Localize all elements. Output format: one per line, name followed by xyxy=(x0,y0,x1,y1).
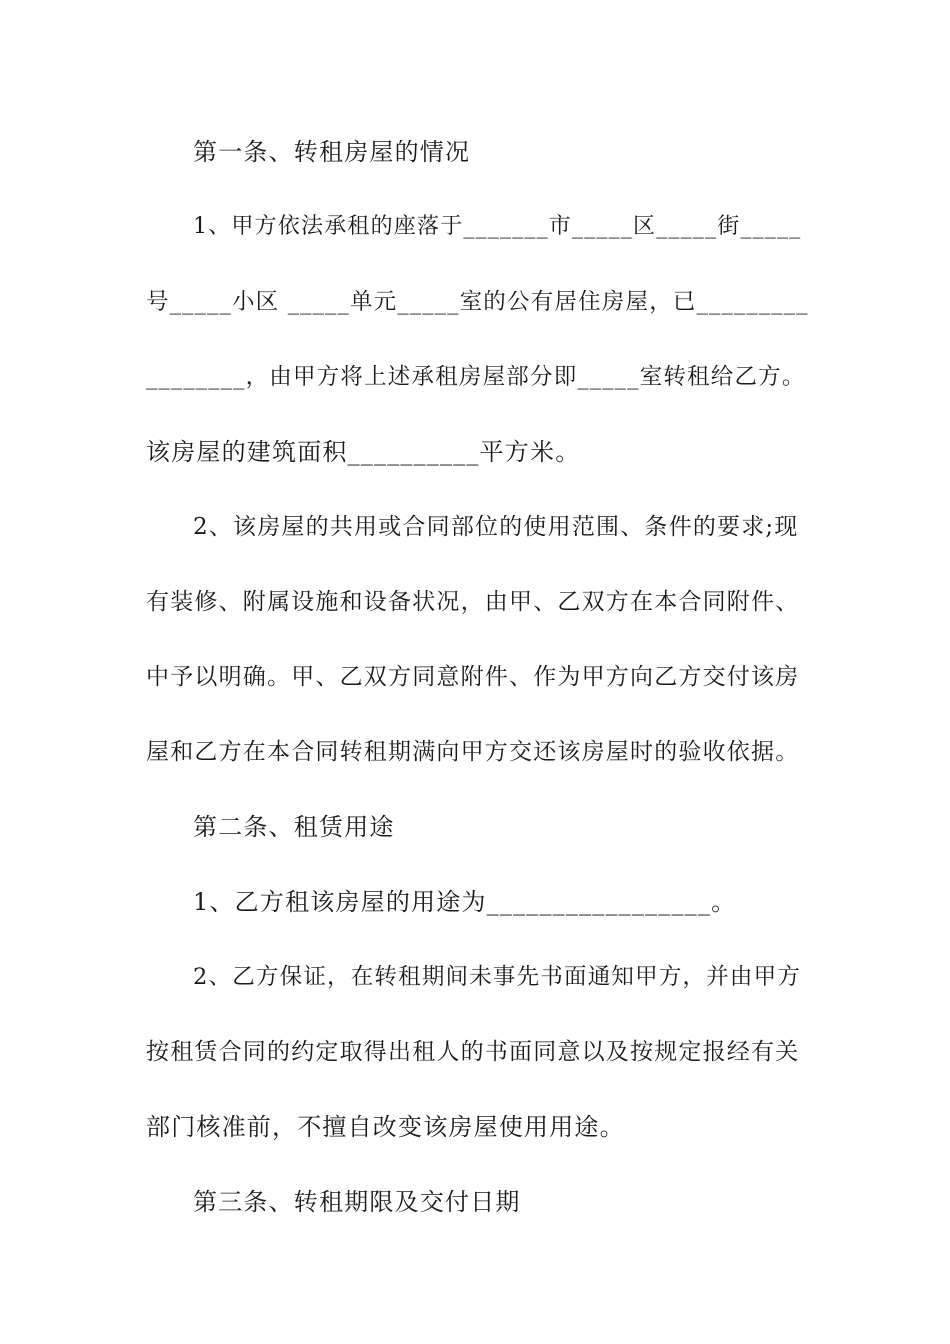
article-1-heading: 第一条、转租房屋的情况 xyxy=(193,138,471,166)
paragraph-line: 号_____小区 _____单元_____室的公有居住房屋，已_________ xyxy=(146,289,809,315)
paragraph-line: 中予以明确。甲、乙双方同意附件、作为甲方向乙方交付该房 xyxy=(146,664,800,690)
paragraph-line: 2、乙方保证，在转租期间未事先书面通知甲方，并由甲方 xyxy=(193,964,802,990)
paragraph-line: 1、乙方租该房屋的用途为_________________。 xyxy=(193,888,737,916)
paragraph-line: 该房屋的建筑面积__________平方米。 xyxy=(146,438,581,466)
paragraph-line: 2、该房屋的共用或合同部位的使用范围、条件的要求;现 xyxy=(193,514,799,540)
paragraph-line: 屋和乙方在本合同转租期满向甲方交还该房屋时的验收依据。 xyxy=(146,739,800,765)
paragraph-line: ________，由甲方将上述承租房屋部分即_____室转租给乙方。 xyxy=(146,364,806,390)
paragraph-line: 1、甲方依法承租的座落于_______市_____区_____街_____ xyxy=(193,214,802,239)
paragraph-line: 有装修、附属设施和设备状况，由甲、乙双方在本合同附件、 xyxy=(146,589,800,615)
paragraph-line: 部门核准前，不擅自改变该房屋使用用途。 xyxy=(146,1113,625,1141)
article-2-heading: 第二条、租赁用途 xyxy=(193,813,395,841)
article-3-heading: 第三条、转租期限及交付日期 xyxy=(193,1188,521,1216)
paragraph-line: 按租赁合同的约定取得出租人的书面同意以及按规定报经有关 xyxy=(146,1039,800,1065)
